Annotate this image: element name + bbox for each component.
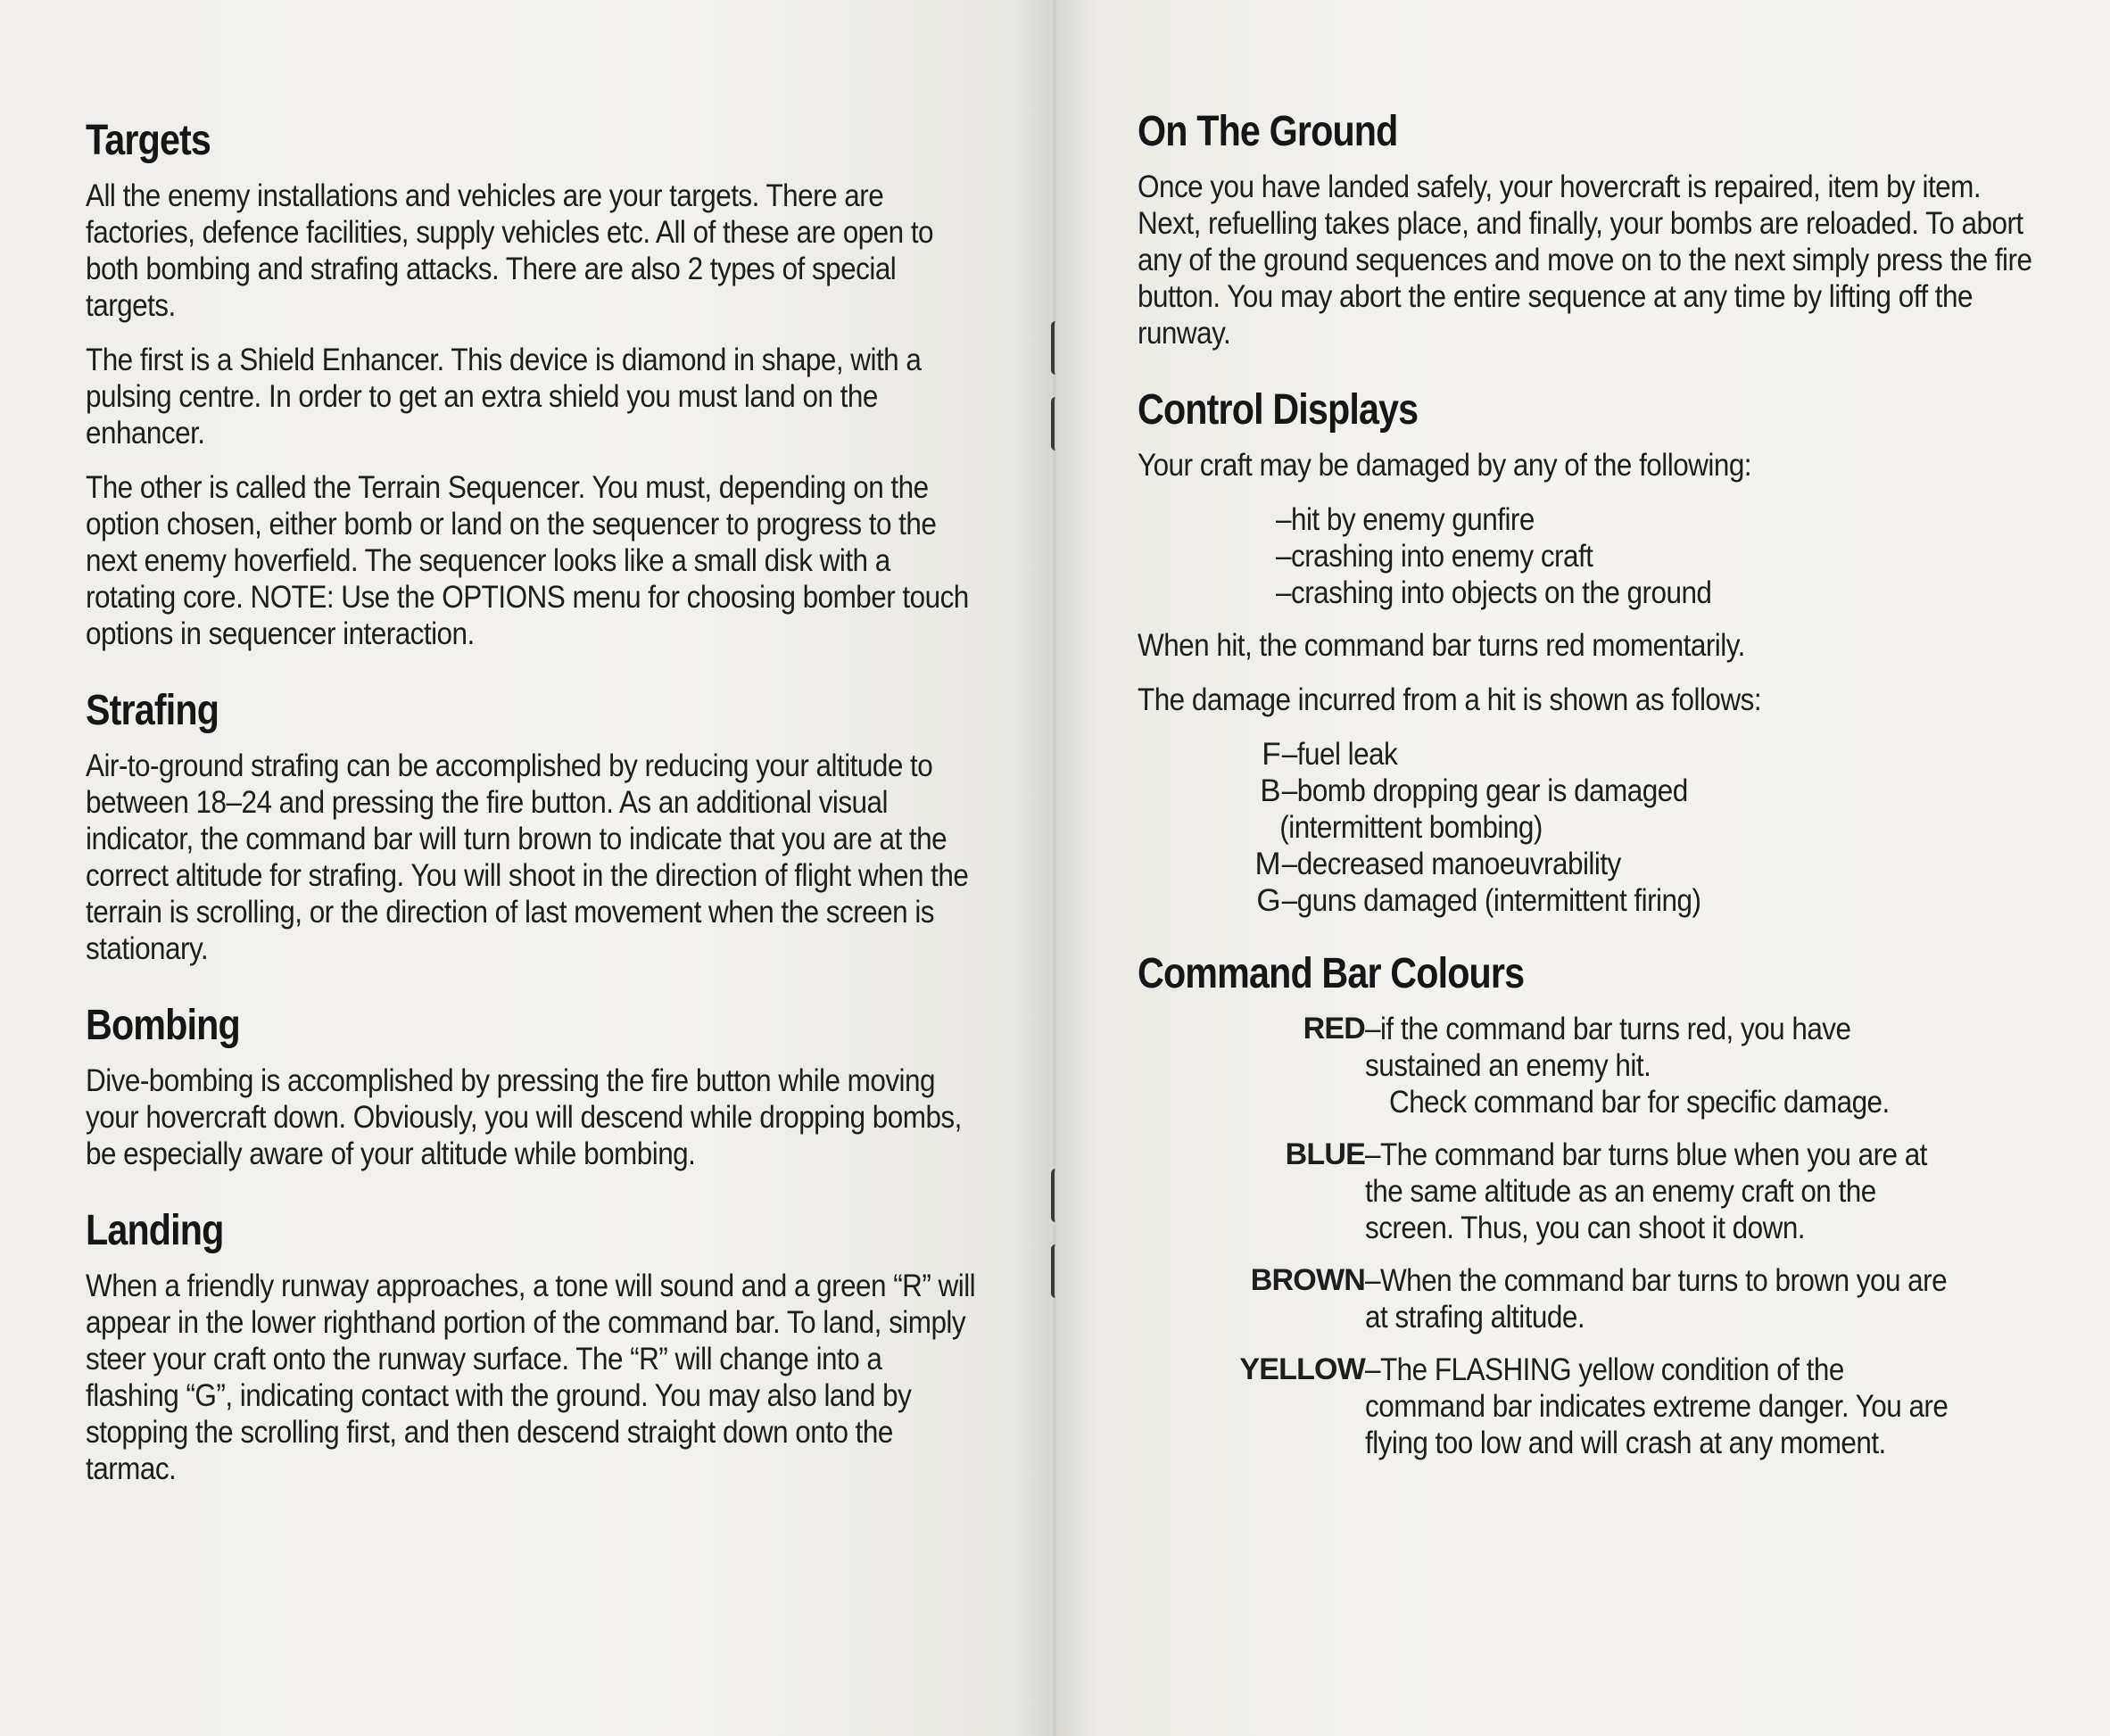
colour-description xyxy=(1365,1137,1972,1246)
colour-row-brown xyxy=(1138,1262,2039,1335)
colour-description-text: –When the command bar turns to brown you are at strafing altitude. xyxy=(1365,1263,1948,1335)
section-bombing xyxy=(86,1001,1001,1172)
colour-list xyxy=(1138,1011,2039,1461)
targets-paragraph-2: The first is a Shield Enhancer. This device is diamond in shape, with a pulsing centre. In order to get an extra shield you must land on the enhancer. xyxy=(86,343,922,451)
damage-code: F xyxy=(1262,737,1280,772)
damage-code-row xyxy=(1138,736,2039,773)
heading-control-displays: Control Displays xyxy=(1138,386,1419,434)
section-strafing xyxy=(86,686,1001,967)
colour-description-text: –The FLASHING yellow condition of the command bar indicates extreme danger. You are flying too low and will crash at any moment. xyxy=(1365,1352,1949,1460)
colour-row-yellow xyxy=(1138,1352,2039,1461)
staple-bottom xyxy=(1051,1169,1060,1222)
heading-strafing: Strafing xyxy=(86,687,219,734)
damage-codes-list xyxy=(1138,736,2039,919)
damage-code-row xyxy=(1138,846,2039,882)
colour-name: BLUE xyxy=(1285,1137,1365,1171)
heading-bombing: Bombing xyxy=(86,1002,240,1049)
booklet-spine xyxy=(1053,0,1056,1736)
colour-description-text: –if the command bar turns red, you have sustained an enemy hit. xyxy=(1365,1012,1851,1083)
staple-top xyxy=(1051,321,1060,375)
damage-cause-item: –hit by enemy gunfire xyxy=(1276,502,1535,537)
right-page xyxy=(1055,0,2110,1736)
colour-description xyxy=(1365,1011,1972,1120)
damage-code: B xyxy=(1260,773,1280,808)
bombing-paragraph: Dive-bombing is accomplished by pressing the fire button while moving your hovercraft down. Obviously, you will descend while dropping bombs, be especially aware of your altitude while bombing. xyxy=(86,1063,962,1171)
colour-row-blue xyxy=(1138,1137,2039,1246)
strafing-paragraph: Air-to-ground strafing can be accomplished by reducing your altitude to between 18–24 and pressing the fire button. As an additional visual indicator, the command bar will turn brown to indicate that you are at the correct altitude for strafing. You will shoot in the direction of flight when the terrain is scrolling, or the direction of last movement when the screen is stationary. xyxy=(86,748,969,966)
colour-name: BROWN xyxy=(1250,1263,1365,1297)
on-the-ground-paragraph: Once you have landed safely, your hovercraft is repaired, item by item. Next, refuelling takes place, and finally, your bombs are reloaded. To abort any of the ground sequences and move on to the next simply press the fire button. You may abort the entire sequence at any time by lifting off the runway. xyxy=(1138,169,2032,351)
colour-description-text: –The command bar turns blue when you are at the same altitude as an enemy craft on the screen. Thus, you can shoot it down. xyxy=(1365,1137,1927,1245)
damage-code: G xyxy=(1256,883,1280,918)
colour-description xyxy=(1365,1352,1972,1461)
damage-code: M xyxy=(1254,847,1280,881)
colour-description-sub: Check command bar for specific damage. xyxy=(1389,1085,1890,1120)
targets-paragraph-1: All the enemy installations and vehicles are your targets. There are factories, defence facilities, supply vehicles etc. All of these are open to both bombing and strafing attacks. There are also 2 types of special targets. xyxy=(86,178,934,323)
landing-paragraph: When a friendly runway approaches, a tone will sound and a green “R” will appear in the lower righthand portion of the command bar. To land, simply steer your craft onto the runway surface. The “R” will change into a flashing “G”, indicating contact with the ground. You may also land by stopping the scrolling first, and then descend straight down onto the tarmac. xyxy=(86,1269,976,1486)
colour-name: YELLOW xyxy=(1239,1352,1365,1386)
damage-description: –decreased manoeuvrability xyxy=(1281,847,1621,881)
targets-paragraph-3: The other is called the Terrain Sequencer. You must, depending on the option chosen, either bomb or land on the sequencer to progress to the next enemy hoverfield. The sequencer looks like a small disk with a rotating core. NOTE: Use the OPTIONS menu for choosing bomber touch options in sequencer interaction. xyxy=(86,470,969,651)
damage-description: –guns damaged (intermittent firing) xyxy=(1281,883,1701,918)
colour-description xyxy=(1365,1262,1972,1335)
damage-description: –fuel leak xyxy=(1281,737,1398,772)
damage-cause-item: –crashing into enemy craft xyxy=(1276,539,1593,574)
section-landing xyxy=(86,1206,1001,1487)
heading-landing: Landing xyxy=(86,1207,224,1254)
section-targets xyxy=(86,116,1001,652)
heading-on-the-ground: On The Ground xyxy=(1138,108,1398,155)
damage-code-row xyxy=(1138,809,2039,846)
heading-command-bar-colours: Command Bar Colours xyxy=(1138,950,1525,997)
damage-description: –bomb dropping gear is damaged xyxy=(1281,773,1688,808)
section-command-bar-colours xyxy=(1138,949,2039,1461)
section-on-the-ground xyxy=(1138,107,2039,351)
damage-causes-list xyxy=(1276,501,2039,611)
staple-top-lower xyxy=(1051,397,1060,451)
damage-intro: The damage incurred from a hit is shown as follows: xyxy=(1138,682,1762,717)
damage-description-continued: (intermittent bombing) xyxy=(1279,810,1543,845)
damage-code-row xyxy=(1138,882,2039,919)
staple-bottom-lower xyxy=(1051,1244,1060,1298)
colour-row-red xyxy=(1138,1011,2039,1120)
damage-cause-item: –crashing into objects on the ground xyxy=(1276,575,1712,610)
section-control-displays xyxy=(1138,385,2039,919)
control-displays-intro: Your craft may be damaged by any of the following: xyxy=(1138,448,1752,483)
hit-note: When hit, the command bar turns red momentarily. xyxy=(1138,628,1745,663)
colour-name: RED xyxy=(1303,1012,1365,1046)
damage-code-row xyxy=(1138,773,2039,809)
heading-targets: Targets xyxy=(86,117,211,164)
